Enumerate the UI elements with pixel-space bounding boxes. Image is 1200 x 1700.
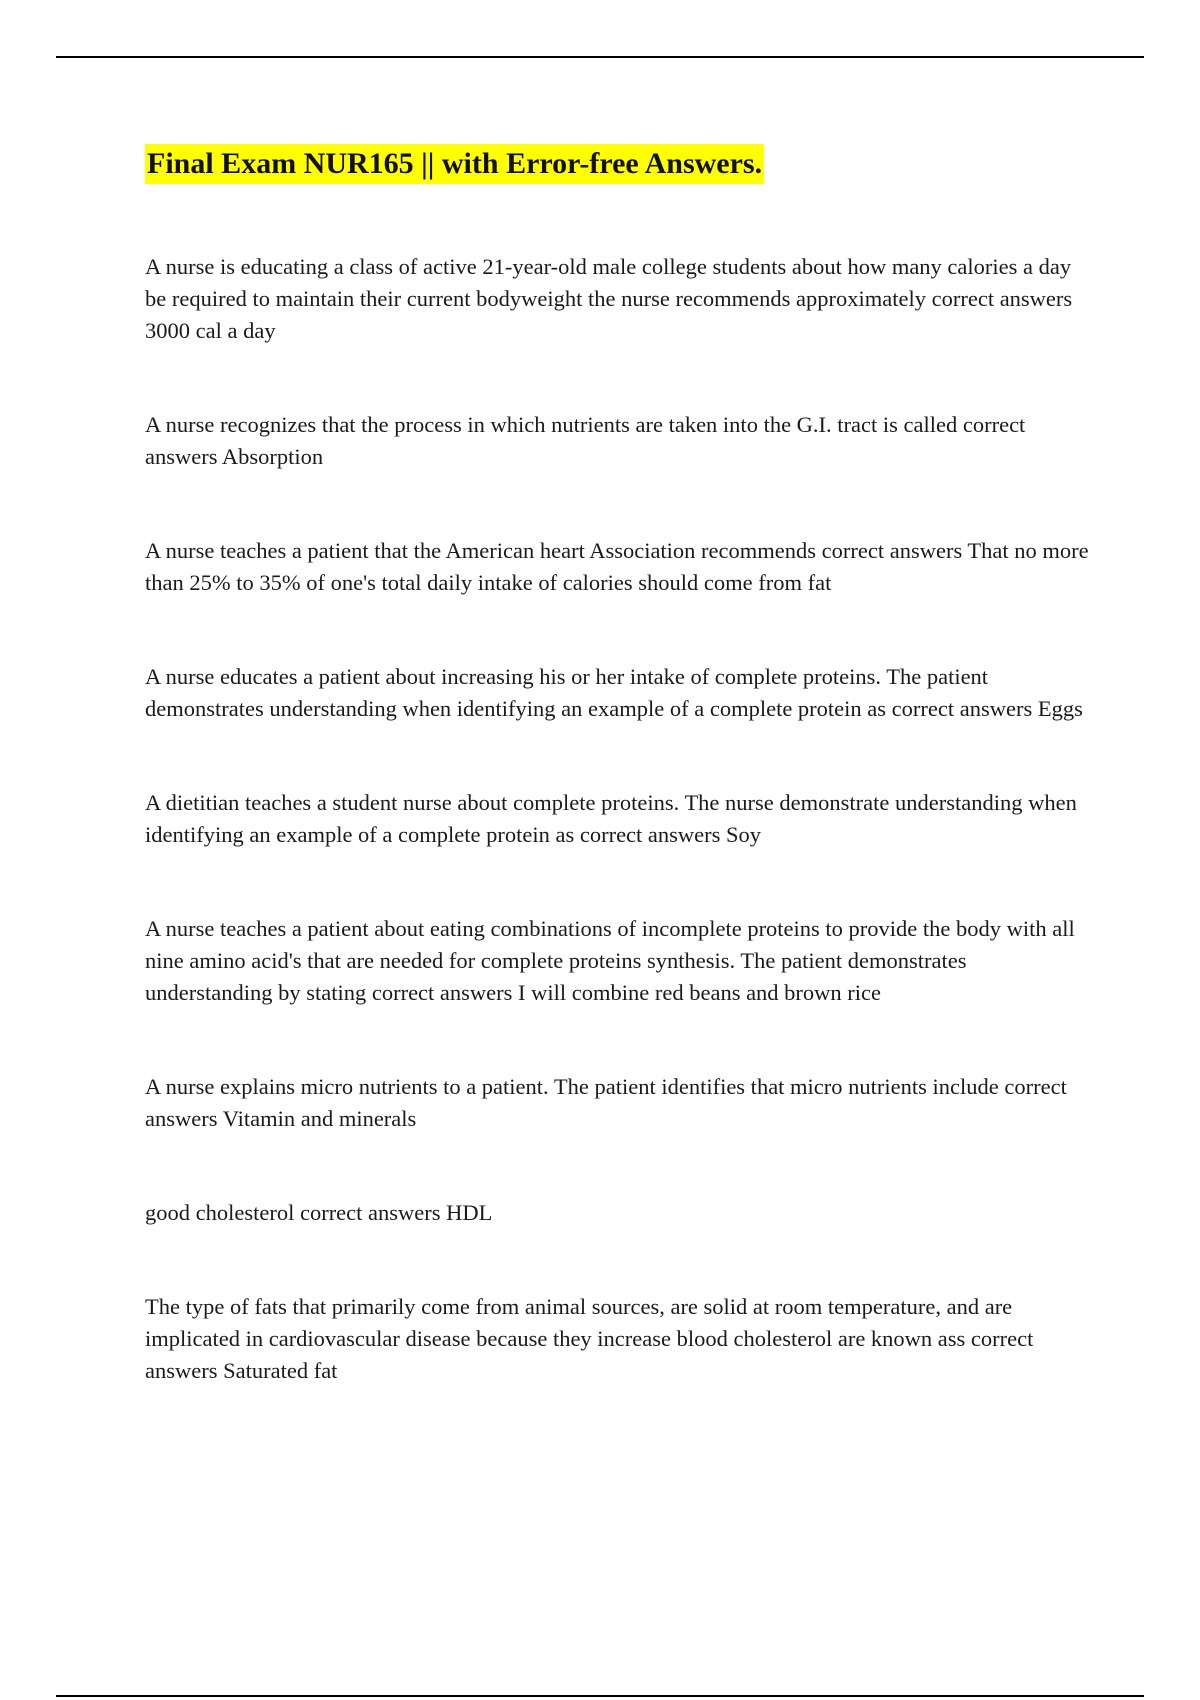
qa-entry: good cholesterol correct answers HDL bbox=[145, 1200, 493, 1225]
document-title: Final Exam NUR165 || with Error-free Answers. bbox=[145, 144, 764, 184]
footer-rule bbox=[56, 1695, 1144, 1697]
qa-entry: A nurse teaches a patient about eating combinations of incomplete proteins to provide the body with all nine amino acid's that are needed for complete proteins synthesis. The patient demonstrates understanding by stating correct answers I will combine red beans and brown rice bbox=[145, 916, 1075, 1005]
header-rule bbox=[56, 56, 1144, 58]
qa-entry: The type of fats that primarily come from animal sources, are solid at room temperature, and are implicated in cardiovascular disease because they increase blood cholesterol are known ass correct answers Saturated fat bbox=[145, 1294, 1034, 1383]
qa-entry: A nurse is educating a class of active 21-year-old male college students about how many calories a day be required to maintain their current bodyweight the nurse recommends approximately correct answers 3000 cal a day bbox=[145, 254, 1073, 343]
qa-entry: A nurse educates a patient about increasing his or her intake of complete proteins. The patient demonstrates understanding when identifying an example of a complete protein as correct answers Eggs bbox=[145, 664, 1083, 721]
title-block bbox=[145, 144, 764, 184]
qa-entry: A dietitian teaches a student nurse about complete proteins. The nurse demonstrate understanding when identifying an example of a complete protein as correct answers Soy bbox=[145, 790, 1077, 847]
qa-entry: A nurse explains micro nutrients to a patient. The patient identifies that micro nutrients include correct answers Vitamin and minerals bbox=[145, 1074, 1067, 1131]
qa-list bbox=[145, 251, 1095, 1387]
qa-entry: A nurse recognizes that the process in which nutrients are taken into the G.I. tract is called correct answers Absorption bbox=[145, 412, 1026, 469]
qa-entry: A nurse teaches a patient that the American heart Association recommends correct answers That no more than 25% to 35% of one's total daily intake of calories should come from fat bbox=[145, 538, 1089, 595]
